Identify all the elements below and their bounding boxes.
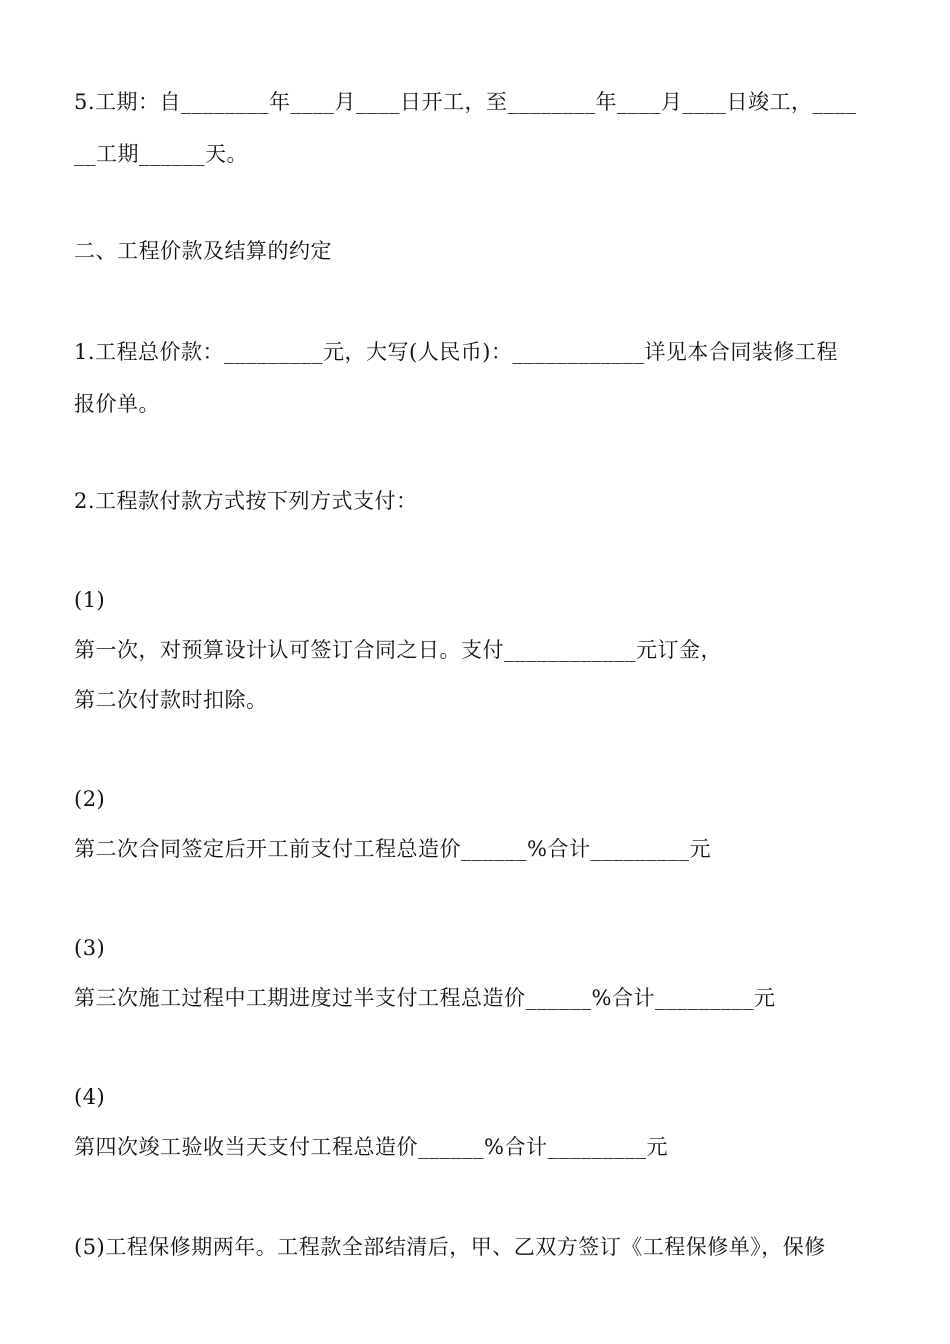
payment-item-3-text: 第三次施工过程中工期进度过半支付工程总造价______%合计_________元 [74,986,776,1010]
paragraph-payment-method: 2.工程款付款方式按下列方式支付： [74,489,418,513]
paragraph-duration-line-1: 5.工期：自________年____月____日开工，至________年____月____日竣工，____ [74,90,857,114]
payment-item-3-number: (3) [74,936,106,960]
paragraph-duration-line-2: __工期______天。 [74,142,248,166]
payment-item-4-number: (4) [74,1085,106,1109]
payment-item-1-line-2: 第二次付款时扣除。 [74,688,268,712]
paragraph-total-price-line-2: 报价单。 [74,392,160,416]
payment-item-1-number: (1) [74,588,106,612]
payment-item-1-line-1: 第一次，对预算设计认可签订合同之日。支付____________元订金， [74,638,722,662]
payment-item-4-text: 第四次竣工验收当天支付工程总造价______%合计_________元 [74,1135,668,1159]
payment-item-2-number: (2) [74,787,106,811]
section-heading-price-settlement: 二、工程价款及结算的约定 [74,239,332,263]
paragraph-warranty: (5)工程保修期两年。工程款全部结清后，甲、乙双方签订《工程保修单》，保修 [74,1235,826,1259]
payment-item-2-text: 第二次合同签定后开工前支付工程总造价______%合计_________元 [74,837,711,861]
paragraph-total-price-line-1: 1.工程总价款：_________元，大写(人民币)：____________详见本合同装修工程 [74,340,838,364]
